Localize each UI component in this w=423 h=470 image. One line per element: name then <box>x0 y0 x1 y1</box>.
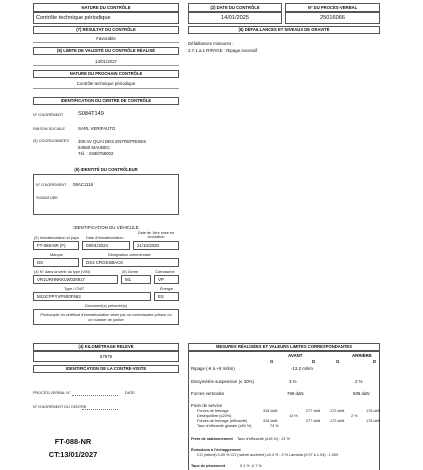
immat-label: (2) Immatriculation et pays <box>34 236 79 240</box>
forces-av: 769 daN <box>287 391 304 396</box>
vin-label: (4) N° dans la série du type (VIN) <box>34 270 90 274</box>
pv-value: 25016066 <box>320 15 345 21</box>
centre-agrement-label: N° D'AGRÉMENT <box>33 113 64 117</box>
vehicule-header: IDENTIFICATION DU VÉHICULE <box>73 225 139 230</box>
frein-stat-label: Frein de stationnement <box>191 437 233 441</box>
desequ-label: Déséquilibre (≤20%) <box>197 414 232 418</box>
doc-box <box>33 309 179 325</box>
doc-value: Photocopie du certificat d'immatriculation visée par un commissaire-priseur ou un huissier de justice <box>40 313 172 322</box>
date-controle-value: 14/01/2025 <box>221 15 249 21</box>
centre-header: IDENTIFICATION DU CENTRE DE CONTRÔLE <box>33 97 179 105</box>
nature-controle-value: Contrôle technique périodique <box>36 15 111 21</box>
marque-label: Marque <box>50 253 63 257</box>
date-controle-header: (2) DATE DU CONTRÔLE <box>188 3 282 12</box>
divider <box>33 42 179 43</box>
freinage-ard: 176 daN <box>366 409 381 413</box>
signature-label: SIGNATURE <box>36 196 58 200</box>
controleur-agrement-label: N° D'AGRÉMENT <box>36 183 67 187</box>
marque-field: DS <box>33 258 79 267</box>
forces-label: Forces verticales <box>191 391 225 396</box>
defaillances-title: Défaillances mineures : <box>188 41 234 46</box>
pincement-label: Taux de pincement <box>191 464 226 468</box>
freinage-arg: 172 daN <box>330 409 345 413</box>
cv-pv-line <box>72 395 118 396</box>
d-label-av: D <box>312 359 316 364</box>
genre-label: (5) Genre <box>122 270 139 274</box>
km-value: 67879 <box>99 354 113 359</box>
g-label-ar: G <box>336 359 340 364</box>
type-field: M10CPPYVP500F563 <box>33 292 151 301</box>
contre-visite-header: IDENTIFICATION DE LA CONTRE-VISITE <box>33 365 179 373</box>
dissym-ar: 2 % <box>355 379 363 384</box>
cv-agrement-line <box>82 409 118 410</box>
energie-field: ES <box>154 292 179 301</box>
pv-header: N° DU PROCÈS-VERBAL <box>285 3 380 12</box>
validite-value: 13/01/2027 <box>95 59 117 64</box>
date-controle-box <box>188 12 282 24</box>
km-box <box>33 351 179 362</box>
eff-arg: 172 daN <box>330 419 345 423</box>
dissym-av: 3 % <box>289 379 297 384</box>
eff-ard: 176 daN <box>366 419 381 423</box>
controleur-header: (9) IDENTITÉ DU CONTRÔLEUR <box>33 167 179 175</box>
vin-field: VR1URHNKKLW026917 <box>33 275 118 284</box>
date-circ-label: Date de 1ère mise en circulation <box>137 231 175 239</box>
emissions-label: Émissions à l'échappement <box>191 448 241 452</box>
centre-raison-label: RAISON SOCIALE <box>33 127 66 131</box>
resultat-header: (7) RÉSULTAT DU CONTRÔLE <box>33 26 179 34</box>
resultat-value: Favorable <box>96 36 116 41</box>
pincement-text: 0.1 % -0.7 % <box>240 464 262 468</box>
footer-ct: CT:13/01/2027 <box>48 450 98 459</box>
designation-label: Désignation commerciale <box>108 253 151 257</box>
date-immat-label: Date d'immatriculation <box>86 236 124 240</box>
freinage-avg: 316 daN <box>263 409 278 413</box>
footer-plate: FT-088-NR <box>54 437 92 446</box>
emissions-text: CO (ralenti) 0.00 % CO (ralenti accéléré) ≤0.3 % : 0 % Lambda (0.97 à 1.03) : 1.009 <box>197 453 339 457</box>
eff-avg: 316 daN <box>263 419 278 423</box>
km-header: (4) KILOMÉTRAGE RELEVÉ <box>33 343 179 351</box>
energie-label: Énergie <box>160 287 174 291</box>
designation-field: DS3 CROSSBACK <box>82 258 179 267</box>
mesures-header: MESURES RÉALISÉES ET VALEURS LIMITES CORRESPONDANTES <box>188 343 380 351</box>
carrosserie-field: VP <box>154 275 179 284</box>
doc-label: Document(s) présenté(s) <box>85 304 127 308</box>
freinage-avd: 277 daN <box>306 409 321 413</box>
centre-address1: 300 AV QUAI DES ENTREPRISES <box>78 139 147 144</box>
eff-globale-label: Taux d'efficacité globale (≥50 %) <box>197 424 252 428</box>
validite-header: (8) LIMITE DE VALIDITÉ DU CONTRÔLE RÉALISÉ <box>33 47 179 55</box>
dissym-label: Dissymétrie suspension (≤ 30%) <box>191 379 254 384</box>
eff-avd: 277 daN <box>306 419 321 423</box>
centre-tel: Tél. : 0490768002 <box>78 151 114 156</box>
ripage-value: -13.2 m/km <box>291 366 313 371</box>
carrosserie-label: Carrosserie <box>155 270 175 274</box>
nature-controle-header: NATURE DU CONTRÔLE <box>33 3 179 12</box>
cv-pv-label: PROCÈS-VERBAL N° <box>33 391 71 395</box>
pv-box <box>285 12 380 24</box>
immat-field: FT-088-NR (F) <box>33 241 79 250</box>
arriere-label: ARRIÈRE <box>352 353 372 358</box>
date-circ-field: 21/10/2020 <box>133 241 179 250</box>
cv-agrement-label: N° D'AGRÉMENT DU CENTRE <box>33 405 87 409</box>
frein-freinage-label: Forces de freinage <box>197 409 229 413</box>
avant-label: AVANT <box>288 353 303 358</box>
divider <box>33 65 179 66</box>
desequ-ar: 2 % <box>351 414 358 418</box>
defaillances-header: (6) DÉFAILLANCES ET NIVEAUX DE GRAVITÉ <box>188 26 380 34</box>
date-immat-field: 08/01/2024 <box>82 241 130 250</box>
centre-agrement-value: S084T149 <box>78 111 104 117</box>
type-label: Type / CNIT <box>64 287 85 291</box>
ripage-label: Ripage (-8 à +8 m/km) <box>191 366 235 371</box>
divider <box>33 88 179 89</box>
g-label-av: G <box>270 359 274 364</box>
centre-raison-value: SARL VERIFAUTO <box>78 126 116 131</box>
controleur-agrement-value: 08AC1116 <box>73 182 94 187</box>
centre-address2: 84560 MAUBEC <box>78 145 111 150</box>
d-label-ar: D <box>373 359 377 364</box>
nature-controle-box <box>33 12 179 24</box>
eff-globale-value: 73 % <box>270 424 279 428</box>
frein-stat-text: Taux d'efficacité (≥18 %) : 21 % <box>237 437 290 441</box>
prochain-value: Contrôle technique périodique <box>76 81 136 86</box>
genre-field: M1 <box>121 275 151 284</box>
frein-service-label: Frein de service <box>191 403 223 408</box>
cv-date-label: DATE <box>125 391 135 395</box>
forces-ar: 505 daN <box>353 391 370 396</box>
centre-coord-label: (5) COORDONNÉES <box>33 139 69 143</box>
defaillance-item: 2.7.1.a.1 RIPAGE : Ripage excessif <box>188 48 258 53</box>
prochain-header: NATURE DU PROCHAIN CONTRÔLE <box>33 70 179 78</box>
freins-eff-label: Forces de freinage (efficacité) <box>197 419 248 423</box>
desequ-av: 13 % <box>289 414 298 418</box>
